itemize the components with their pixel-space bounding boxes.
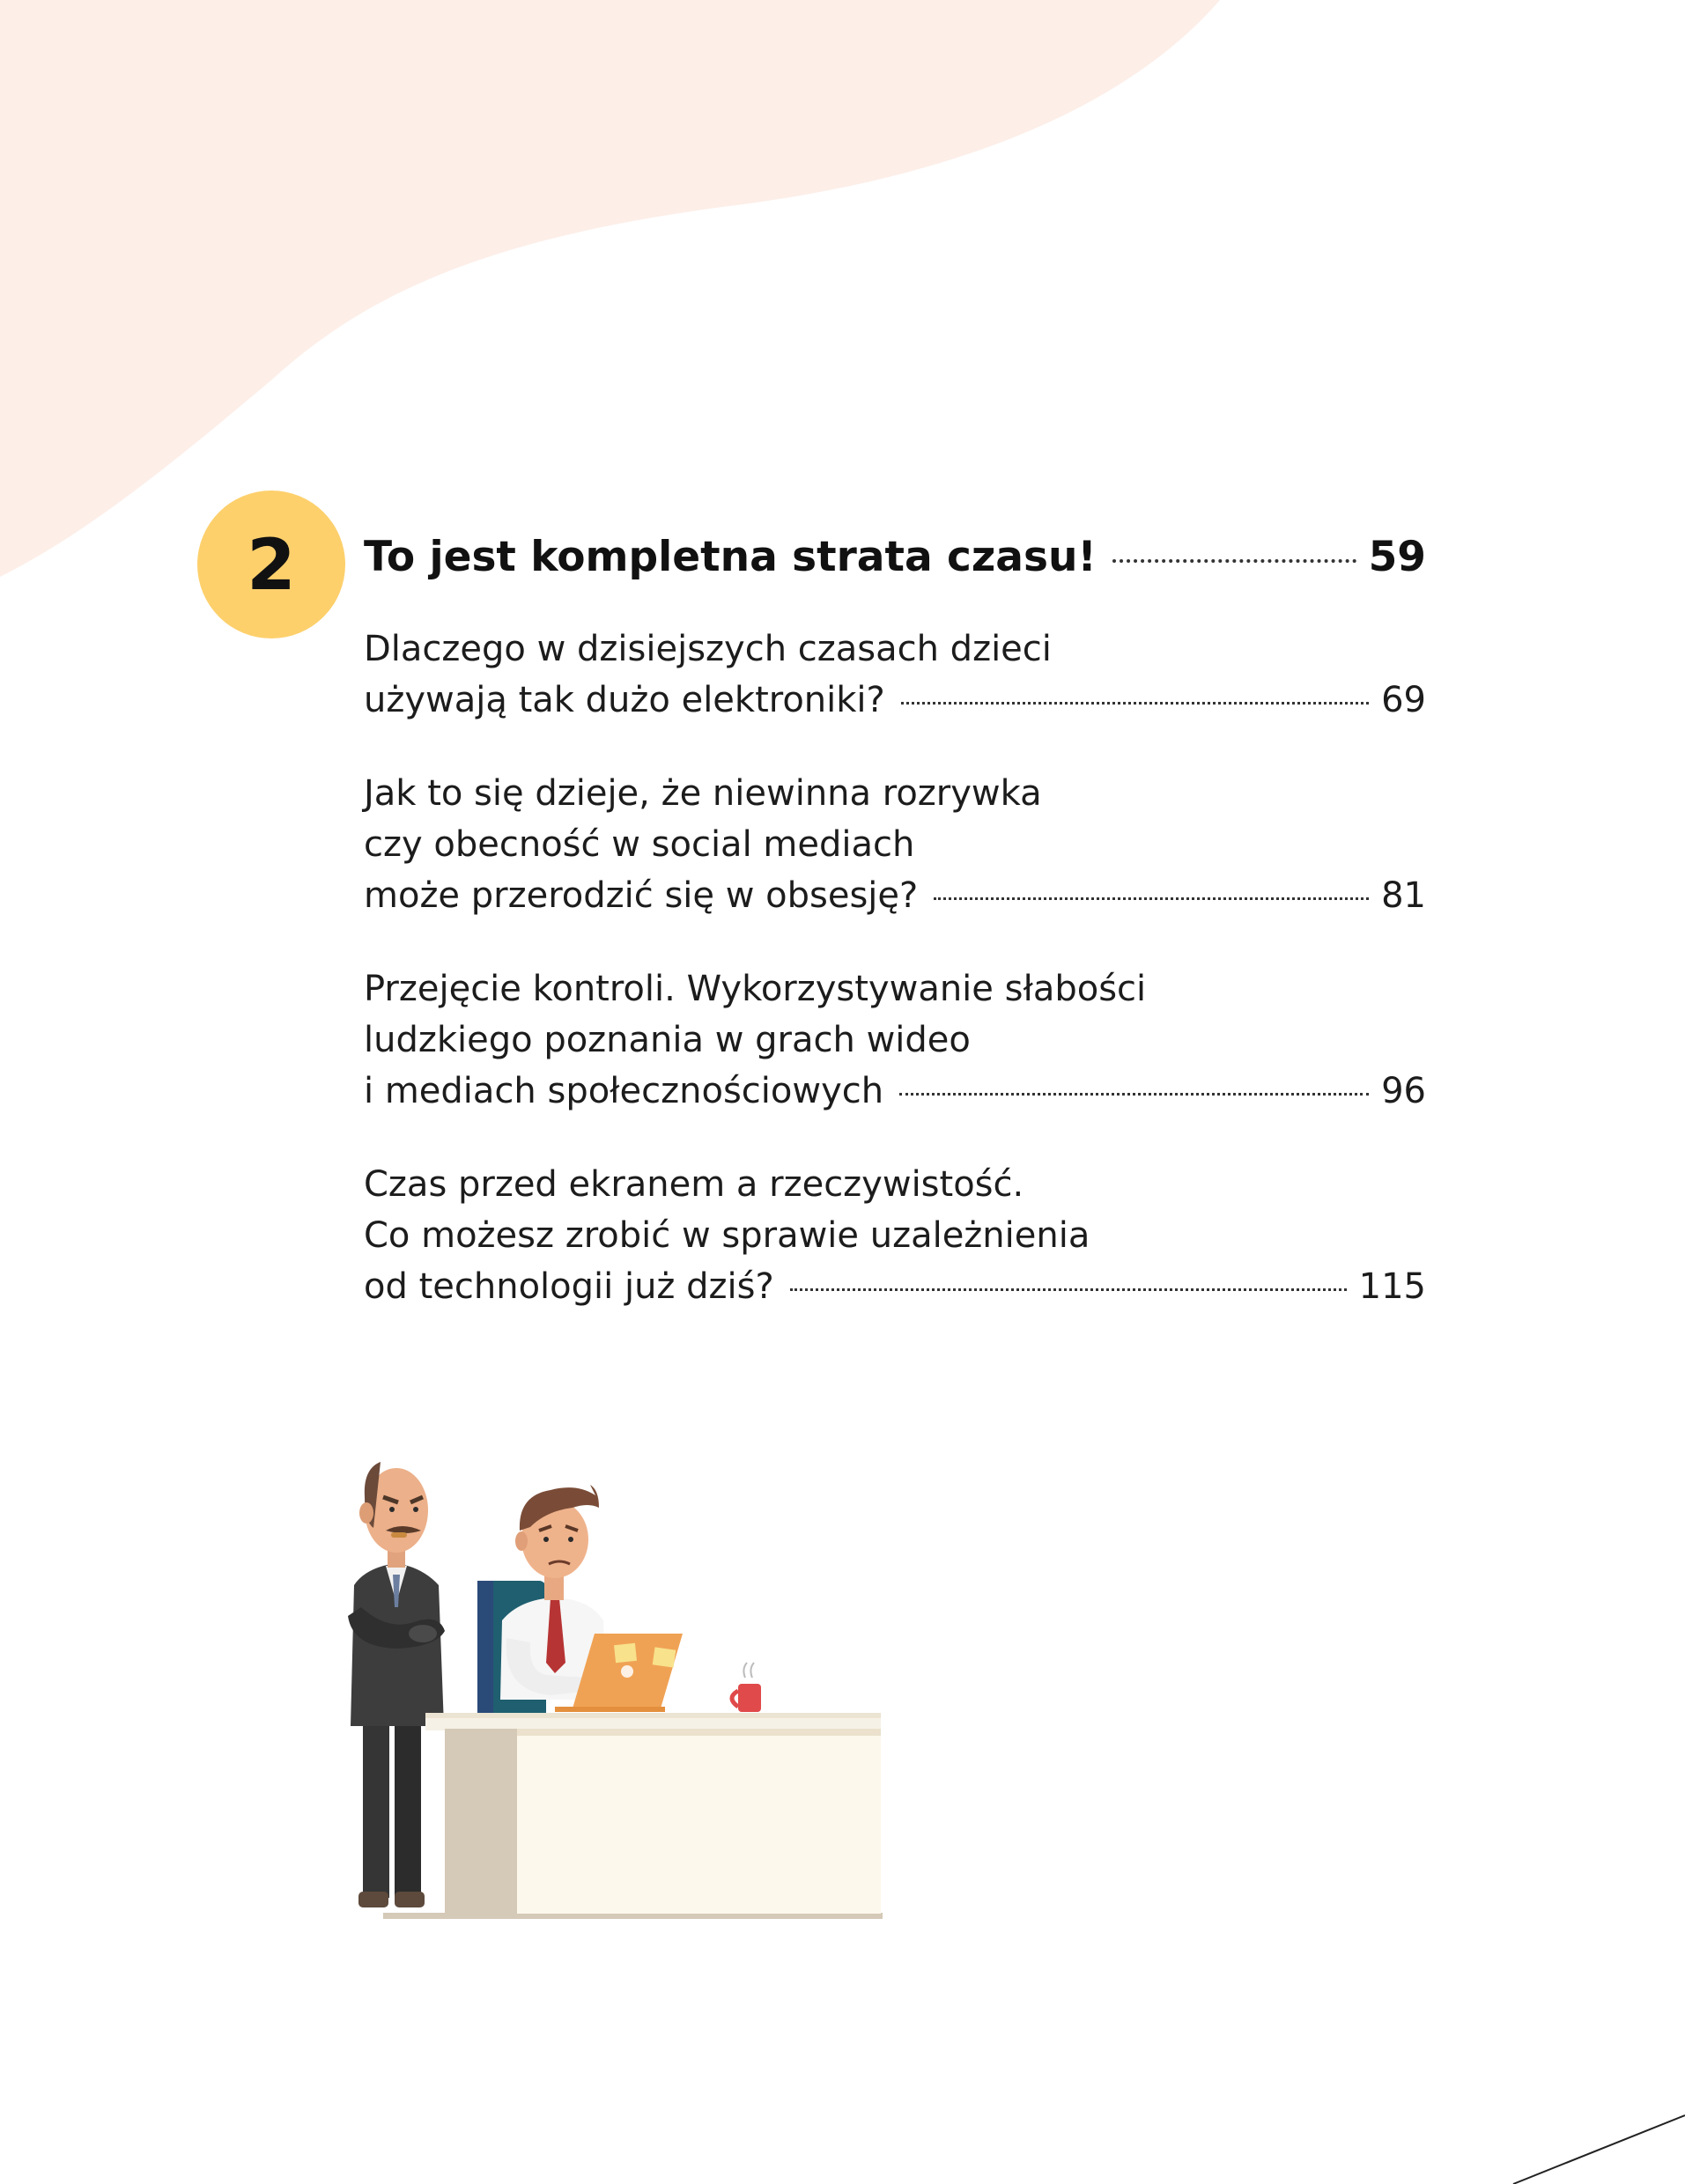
chapter-page-number: 59 xyxy=(1368,533,1426,581)
entry-line: Czas przed ekranem a rzeczywistość. xyxy=(364,1164,1024,1205)
office-boss-watching-employee-illustration xyxy=(335,1427,898,1929)
entry-page-number: 81 xyxy=(1381,875,1426,916)
dot-leader xyxy=(901,702,1369,705)
entry-line: Przejęcie kontroli. Wykorzystywanie słabości xyxy=(364,969,1147,1009)
toc-entry[interactable] xyxy=(364,768,1426,921)
dot-leader xyxy=(934,897,1369,900)
entry-line: Jak to się dzieje, że niewinna rozrywka xyxy=(364,773,1042,814)
chapter-title: To jest kompletna strata czasu! xyxy=(364,533,1097,581)
dot-leader xyxy=(790,1288,1347,1291)
chapter-number: 2 xyxy=(247,523,296,606)
entry-line: Dlaczego w dzisiejszych czasach dzieci xyxy=(364,629,1052,669)
entry-line: Co możesz zrobić w sprawie uzależnienia xyxy=(364,1215,1090,1256)
entry-line: może przerodzić się w obsesję? xyxy=(364,875,919,916)
entry-line: używają tak dużo elektroniki? xyxy=(364,680,885,720)
table-of-contents xyxy=(364,527,1426,1312)
chapter-title-row[interactable] xyxy=(364,527,1426,588)
entry-page-number: 115 xyxy=(1358,1266,1426,1307)
dot-leader xyxy=(899,1093,1369,1096)
toc-entry[interactable] xyxy=(364,963,1426,1117)
dot-leader xyxy=(1112,559,1356,563)
entry-line: i mediach społecznościowych xyxy=(364,1071,884,1111)
entry-line: ludzkiego poznania w grach wideo xyxy=(364,1020,971,1060)
entry-page-number: 69 xyxy=(1381,680,1426,720)
toc-entry[interactable] xyxy=(364,1159,1426,1312)
entry-line: czy obecność w social mediach xyxy=(364,824,915,865)
toc-entry[interactable] xyxy=(364,623,1426,726)
entry-page-number: 96 xyxy=(1381,1071,1426,1111)
chapter-number-badge xyxy=(197,491,345,638)
entry-line: od technologii już dziś? xyxy=(364,1266,774,1307)
